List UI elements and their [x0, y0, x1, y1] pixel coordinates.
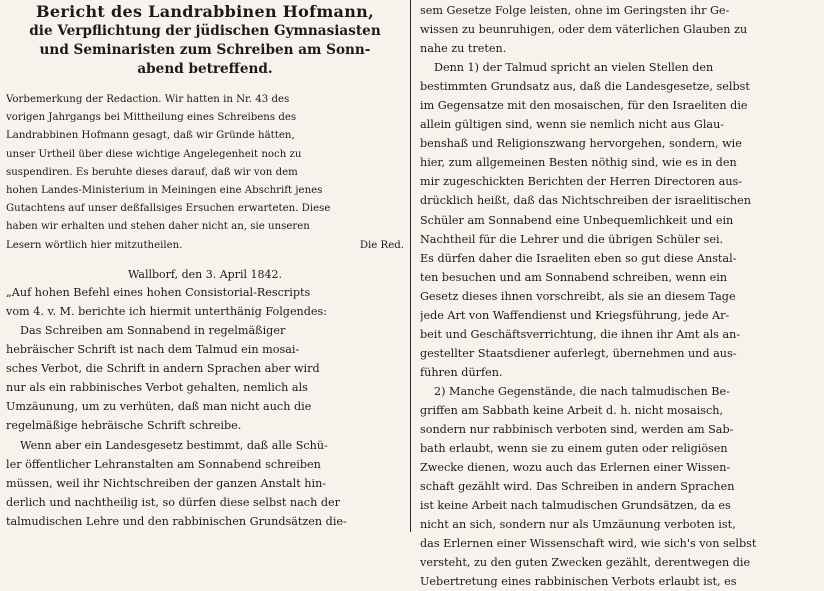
note-line: hohen Landes-Ministerium in Meiningen eine Abschrift jenes: [6, 185, 323, 197]
body-line: jede Art von Waffendienst und Kriegsführung, jede Ar-: [420, 308, 730, 322]
body-line: Uebertretung eines rabbinischen Verbots erlaubt ist, es: [420, 575, 737, 589]
editorial-note: [6, 91, 404, 255]
body-line: Schüler am Sonnabend eine Unbequemlichkeit und ein: [420, 213, 734, 227]
report-body-right: [420, 1, 820, 591]
subtitle-line: die Verpflichtung der jüdischen Gymnasiasten: [29, 23, 381, 39]
body-line: mir zugeschickten Berichten der Herren Directoren aus-: [420, 175, 743, 189]
body-line: im Gegensatze mit den mosaischen, für den Israeliten die: [420, 99, 748, 113]
body-line: nur als ein rabbinisches Verbot gehalten, nemlich als: [6, 381, 308, 395]
body-line: Zwecke dienen, wozu auch das Erlernen einer Wissen-: [420, 461, 731, 475]
body-line: führen dürfen.: [420, 365, 503, 379]
note-line: Landrabbinen Hofmann gesagt, daß wir Gründe hätten,: [6, 130, 295, 142]
note-line: unser Urtheil über diese wichtige Angelegenheit noch zu: [6, 148, 302, 160]
body-line: beit und Geschäftsverrichtung, die ihnen ihr Amt als an-: [420, 327, 741, 341]
body-line: drücklich heißt, daß das Nichtschreiben der israelitischen: [420, 194, 751, 208]
body-line: allein gültigen sind, wenn sie nemlich nicht aus Glau-: [420, 118, 725, 132]
body-line: derlich und nachtheilig ist, so dürfen diese selbst nach der: [6, 495, 340, 509]
subtitle-line: und Seminaristen zum Schreiben am Sonn-: [39, 42, 371, 58]
note-line: vorigen Jahrgangs bei Mittheilung eines Schreibens des: [6, 112, 297, 124]
note-last-text: Lesern wörtlich hier mitzutheilen.: [6, 239, 183, 251]
body-line: Gesetz dieses ihnen vorschreibt, als sie an diesem Tage: [420, 289, 736, 303]
body-line: griffen am Sabbath keine Arbeit d. h. nicht mosaisch,: [420, 403, 724, 417]
body-line: versteht, zu den guten Zwecken gezählt, derentwegen die: [420, 556, 751, 570]
right-column: [420, 0, 820, 591]
body-line: schaft gezählt wird. Das Schreiben in andern Sprachen: [420, 480, 735, 494]
body-line: hebräischer Schrift ist nach dem Talmud ein mosai-: [6, 343, 300, 357]
body-line: ler öffentlicher Lehranstalten am Sonnabend schreiben: [6, 457, 321, 471]
body-line: ten besuchen und am Sonnabend schreiben, wenn ein: [420, 270, 728, 284]
body-line: ist keine Arbeit nach talmudischen Grundsätzen, da es: [420, 499, 731, 513]
body-line: 2) Manche Gegenstände, die nach talmudischen Be-: [434, 384, 730, 398]
body-line: vom 4. v. M. berichte ich hiermit unterthänig Folgendes:: [6, 304, 328, 318]
body-line: sondern nur rabbinisch verboten sind, werden am Sab-: [420, 423, 734, 437]
subtitle-line: abend betreffend.: [137, 61, 273, 77]
body-line: Das Schreiben am Sonnabend in regelmäßiger: [20, 324, 286, 338]
note-last-line: [6, 237, 404, 255]
body-line: bestimmten Grundsatz aus, daß die Landesgesetze, selbst: [420, 80, 750, 94]
body-line: nicht an sich, sondern nur als Umzäunung verboten ist,: [420, 518, 736, 532]
body-line: müssen, weil ihr Nichtschreiben der ganzen Anstalt hin-: [6, 476, 327, 490]
body-line: Denn 1) der Talmud spricht an vielen Stellen den: [434, 61, 714, 75]
article-title: Bericht des Landrabbinen Hofmann,: [36, 2, 374, 21]
body-line: hier, zum allgemeinen Besten nöthig sind, wie es in den: [420, 156, 737, 170]
column-divider: [410, 0, 411, 532]
body-line: bath erlaubt, wenn sie zu einem guten oder religiösen: [420, 442, 728, 456]
left-column: [6, 0, 404, 531]
note-line: suspendiren. Es beruhte dieses darauf, daß wir von dem: [6, 166, 298, 178]
note-line: Gutachtens auf unser deßfallsiges Ersuchen erwarteten. Diese: [6, 203, 331, 215]
body-line: Umzäunung, um zu verhüten, daß man nicht auch die: [6, 400, 312, 414]
body-line: Wenn aber ein Landesgesetz bestimmt, daß alle Schü-: [20, 438, 328, 452]
body-line: benshaß und Religionszwang hervorgehen, sondern, wie: [420, 137, 742, 151]
body-line: Nachtheil für die Lehrer und die übrigen Schüler sei.: [420, 232, 724, 246]
article-subtitle: [6, 22, 404, 79]
body-line: „Auf hohen Befehl eines hohen Consistorial-Rescripts: [6, 285, 311, 299]
body-line: talmudischen Lehre und den rabbinischen Grundsätzen die-: [6, 514, 347, 528]
dateline: Wallborf, den 3. April 1842.: [128, 267, 282, 281]
body-line: regelmäßige hebräische Schrift schreibe.: [6, 419, 242, 433]
note-line: Vorbemerkung der Redaction. Wir hatten in Nr. 43 des: [6, 94, 290, 105]
report-body-left: [6, 283, 404, 531]
body-line: nahe zu treten.: [420, 42, 507, 56]
body-line: das Erlernen einer Wissenschaft wird, wie sich's von selbst: [420, 537, 757, 551]
body-line: Es dürfen daher die Israeliten eben so gut diese Anstal-: [420, 251, 737, 265]
editor-signature: Die Red.: [359, 239, 404, 251]
body-line: sem Gesetze Folge leisten, ohne im Geringsten ihr Ge-: [420, 4, 730, 17]
note-line: haben wir erhalten und stehen daher nicht an, sie unseren: [6, 221, 310, 233]
body-line: sches Verbot, die Schrift in andern Sprachen aber wird: [6, 362, 320, 376]
body-line: gestellter Staatsdiener auferlegt, übernehmen und aus-: [420, 346, 737, 360]
body-line: wissen zu beunruhigen, oder dem väterlichen Glauben zu: [420, 23, 748, 37]
